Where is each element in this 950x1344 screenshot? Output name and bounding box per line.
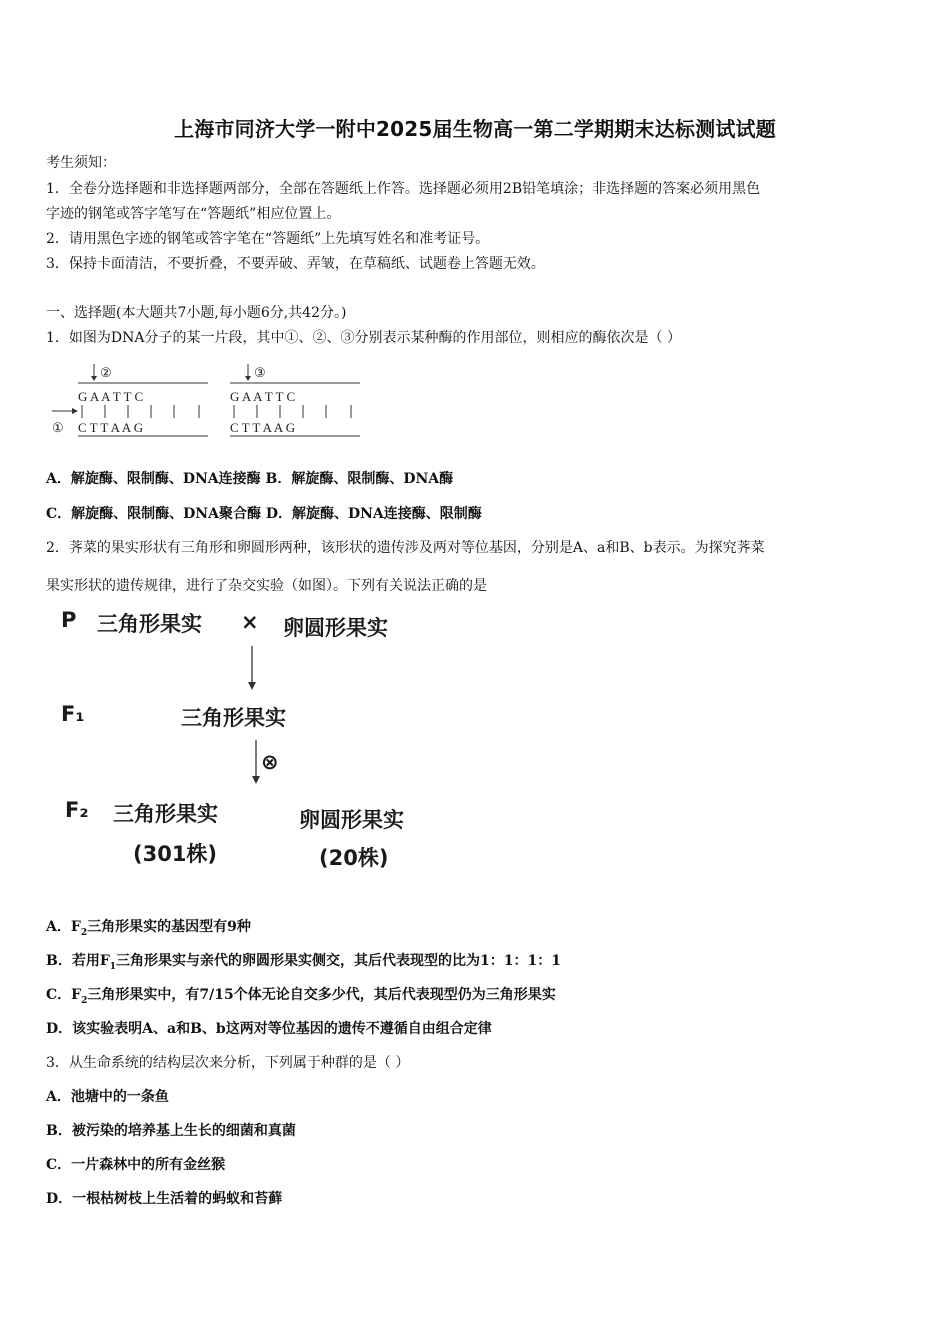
question-3-option-c: C．一片森林中的所有金丝猴: [46, 1157, 226, 1173]
question-3-option-d: D．一根枯树枝上生活着的蚂蚁和苔藓: [46, 1191, 283, 1207]
self-cross-symbol: ⊗: [261, 750, 279, 774]
dna-right-bottom-strand: C T T A A G: [230, 420, 296, 435]
cross-experiment-figure: [55, 602, 425, 870]
notice-item: 1．全卷分选择题和非选择题两部分，全部在答题纸上作答。选择题必须用2B铅笔填涂；非选择题的答案必须用黑色: [46, 181, 761, 197]
dna-right-top-strand: G A A T T C: [230, 389, 296, 404]
cross-sign: ×: [241, 610, 259, 634]
mark-2-label: ②: [100, 365, 112, 380]
question-1-options-cd: C．解旋酶、限制酶、DNA聚合酶 D．解旋酶、DNA连接酶、限制酶: [46, 506, 482, 522]
f1-generation-label: F₁: [61, 702, 85, 726]
p-generation-label: P: [61, 608, 77, 632]
section-heading: 一、选择题(本大题共7小题,每小题6分,共42分。): [46, 305, 347, 321]
notice-item: 2．请用黑色字迹的钢笔或答字笔在“答题纸”上先填写姓名和准考证号。: [46, 231, 490, 247]
dna-left-top-strand: G A A T T C: [78, 389, 144, 404]
f2-oval-count: (20株): [319, 846, 389, 870]
question-3-option-a: A．池塘中的一条鱼: [46, 1089, 169, 1105]
question-2-option-a: A．$F_2$三角形果实的基因型有9种: [46, 919, 251, 938]
question-3-option-b: B．被污染的培养基上生长的细菌和真菌: [46, 1123, 296, 1139]
notice-heading: 考生须知：: [46, 155, 116, 171]
question-1-options-ab: A．解旋酶、限制酶、DNA连接酶 B．解旋酶、限制酶、DNA酶: [46, 471, 454, 487]
mark-1-label: ①: [52, 420, 64, 435]
dna-fragment-figure: [48, 360, 368, 444]
question-1-stem: 1．如图为DNA分子的某一片段，其中①、②、③分别表示某种酶的作用部位，则相应的酶依次是（ ）: [46, 330, 681, 346]
f2-oval: 卵圆形果实: [299, 808, 404, 832]
notice-item: 3．保持卡面清洁，不要折叠，不要弄破、弄皱，在草稿纸、试题卷上答题无效。: [46, 256, 545, 272]
notice-item: 字迹的钢笔或答字笔写在“答题纸”相应位置上。: [46, 206, 341, 222]
question-2-stem-line1: 2．荠菜的果实形状有三角形和卵圆形两种，该形状的遗传涉及两对等位基因，分别是A、a和B、b表示。为探究荠菜: [46, 540, 765, 556]
question-2-option-d: D．该实验表明A、a和B、b这两对等位基因的遗传不遵循自由组合定律: [46, 1021, 492, 1037]
f2-triangular-count: (301株): [133, 842, 218, 866]
f2-triangular: 三角形果实: [113, 802, 218, 826]
f2-generation-label: F₂: [65, 798, 89, 822]
p-parent-oval: 卵圆形果实: [283, 616, 388, 640]
question-3-stem: 3．从生命系统的结构层次来分析，下列属于种群的是（ ）: [46, 1055, 410, 1071]
p-parent-triangular: 三角形果实: [97, 612, 202, 636]
mark-3-label: ③: [254, 365, 266, 380]
question-2-stem-line2: 果实形状的遗传规律，进行了杂交实验（如图）。下列有关说法正确的是: [46, 578, 487, 594]
dna-left-bottom-strand: C T T A A G: [78, 420, 144, 435]
f1-phenotype: 三角形果实: [181, 706, 286, 730]
exam-title: 上海市同济大学一附中2025届生物高一第二学期期末达标测试试题: [174, 117, 776, 141]
question-2-option-c: C．$F_2$三角形果实中，有7/15个体无论自交多少代，其后代表现型仍为三角形果实: [46, 987, 556, 1006]
question-2-option-b: B．若用$F_1$三角形果实与亲代的卵圆形果实侧交，其后代表现型的比为1：1：1：1: [46, 953, 562, 972]
